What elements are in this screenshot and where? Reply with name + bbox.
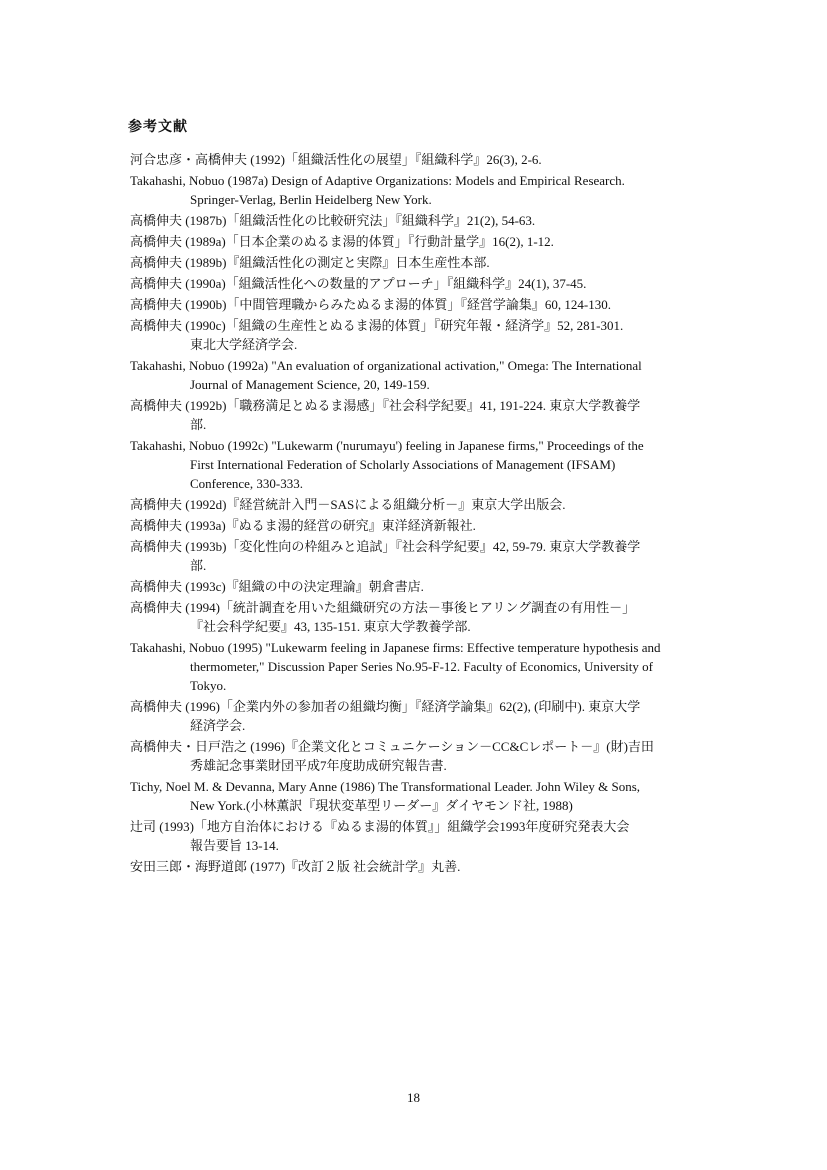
reference-entry <box>130 211 770 230</box>
reference-continuation: Conference, 330-333. <box>190 476 303 491</box>
reference-line: 高橋伸夫 (1993a)『ぬるま湯的経営の研究』東洋経済新報社. <box>130 518 476 533</box>
reference-entry <box>130 316 770 354</box>
reference-line: 高橋伸夫 (1996)「企業内外の参加者の組織均衡」『経済学論集』62(2), (印刷中). 東京大学 <box>130 699 641 714</box>
reference-continuation: thermometer," Discussion Paper Series No.95-F-12. Faculty of Economics, University of <box>190 659 653 674</box>
reference-line: 辻司 (1993)「地方自治体における『ぬるま湯的体質』」組織学会1993年度研究発表大会 <box>130 819 630 834</box>
reference-continuation: 経済学会. <box>190 718 246 733</box>
reference-entry <box>130 577 770 596</box>
reference-line: Takahashi, Nobuo (1992c) "Lukewarm ('nurumayu') feeling in Japanese firms," Proceedings of the <box>130 438 644 453</box>
reference-continuation: Tokyo. <box>190 678 227 693</box>
reference-line: 高橋伸夫 (1994)「統計調査を用いた組織研究の方法－事後ヒアリング調査の有用性－」 <box>130 600 636 615</box>
reference-entry <box>130 253 770 272</box>
reference-line: 高橋伸夫 (1992d)『経営統計入門－SASによる組織分析－』東京大学出版会. <box>130 497 566 512</box>
reference-entry <box>130 150 770 169</box>
reference-line: 高橋伸夫 (1990b)「中間管理職からみたぬるま湯的体質」『経営学論集』60, 124-130. <box>130 297 611 312</box>
reference-entry <box>130 171 770 209</box>
reference-line: 高橋伸夫 (1987b)「組織活性化の比較研究法」『組織科学』21(2), 54-63. <box>130 213 536 228</box>
reference-line: 高橋伸夫・日戸浩之 (1996)『企業文化とコミュニケーション－CC&Cレポート－』(財)吉田 <box>130 739 654 754</box>
reference-line: 安田三郎・海野道郎 (1977)『改訂２版 社会統計学』丸善. <box>130 859 461 874</box>
reference-entry <box>130 356 770 394</box>
reference-entry <box>130 295 770 314</box>
reference-entry <box>130 638 770 695</box>
reference-entry <box>130 777 770 815</box>
reference-continuation: 部. <box>190 558 207 573</box>
reference-entry <box>130 598 770 636</box>
section-heading: 参考文献 <box>128 120 188 135</box>
reference-entry <box>130 436 770 493</box>
reference-continuation: 報告要旨 13-14. <box>190 838 279 853</box>
reference-continuation: New York.(小林薫訳『現状変革型リーダー』ダイヤモンド社, 1988) <box>190 798 573 813</box>
reference-continuation: Journal of Management Science, 20, 149-159. <box>190 377 430 392</box>
reference-entry <box>130 537 770 575</box>
reference-line: 高橋伸夫 (1989a)「日本企業のぬるま湯的体質」『行動計量学』16(2), 1-12. <box>130 234 554 249</box>
reference-line: 河合忠彦・高橋伸夫 (1992)「組織活性化の展望」『組織科学』26(3), 2-6. <box>130 152 542 167</box>
reference-continuation: First International Federation of Scholarly Associations of Management (IFSAM) <box>190 457 616 472</box>
reference-line: 高橋伸夫 (1989b)『組織活性化の測定と実際』日本生産性本部. <box>130 255 490 270</box>
reference-continuation: 秀雄記念事業財団平成7年度助成研究報告書. <box>190 758 447 773</box>
reference-entry <box>130 495 770 514</box>
reference-entry <box>130 857 770 876</box>
reference-list <box>130 150 770 878</box>
reference-line: 高橋伸夫 (1993b)「変化性向の枠組みと追試」『社会科学紀要』42, 59-79. 東京大学教養学 <box>130 539 641 554</box>
reference-continuation: 部. <box>190 417 207 432</box>
reference-line: Tichy, Noel M. & Devanna, Mary Anne (1986) The Transformational Leader. John Wiley & Sons, <box>130 779 641 794</box>
reference-entry <box>130 232 770 251</box>
reference-line: Takahashi, Nobuo (1992a) "An evaluation of organizational activation," Omega: The International <box>130 358 642 373</box>
reference-line: Takahashi, Nobuo (1995) "Lukewarm feeling in Japanese firms: Effective temperature hypothesis and <box>130 640 661 655</box>
reference-continuation: 東北大学経済学会. <box>190 337 298 352</box>
reference-entry <box>130 697 770 735</box>
reference-line: 高橋伸夫 (1990a)「組織活性化への数量的アプローチ」『組織科学』24(1), 37-45. <box>130 276 587 291</box>
reference-line: 高橋伸夫 (1990c)「組織の生産性とぬるま湯的体質」『研究年報・経済学』52, 281-301. <box>130 318 624 333</box>
reference-entry <box>130 274 770 293</box>
reference-line: 高橋伸夫 (1993c)『組織の中の決定理論』朝倉書店. <box>130 579 424 594</box>
reference-entry <box>130 516 770 535</box>
reference-line: Takahashi, Nobuo (1987a) Design of Adaptive Organizations: Models and Empirical Research. <box>130 173 625 188</box>
page-number: 18 <box>407 1090 420 1105</box>
reference-continuation: Springer-Verlag, Berlin Heidelberg New York. <box>190 192 432 207</box>
reference-entry <box>130 817 770 855</box>
reference-continuation: 『社会科学紀要』43, 135-151. 東京大学教養学部. <box>190 619 471 634</box>
reference-line: 高橋伸夫 (1992b)「職務満足とぬるま湯感」『社会科学紀要』41, 191-224. 東京大学教養学 <box>130 398 641 413</box>
reference-entry <box>130 737 770 775</box>
reference-entry <box>130 396 770 434</box>
